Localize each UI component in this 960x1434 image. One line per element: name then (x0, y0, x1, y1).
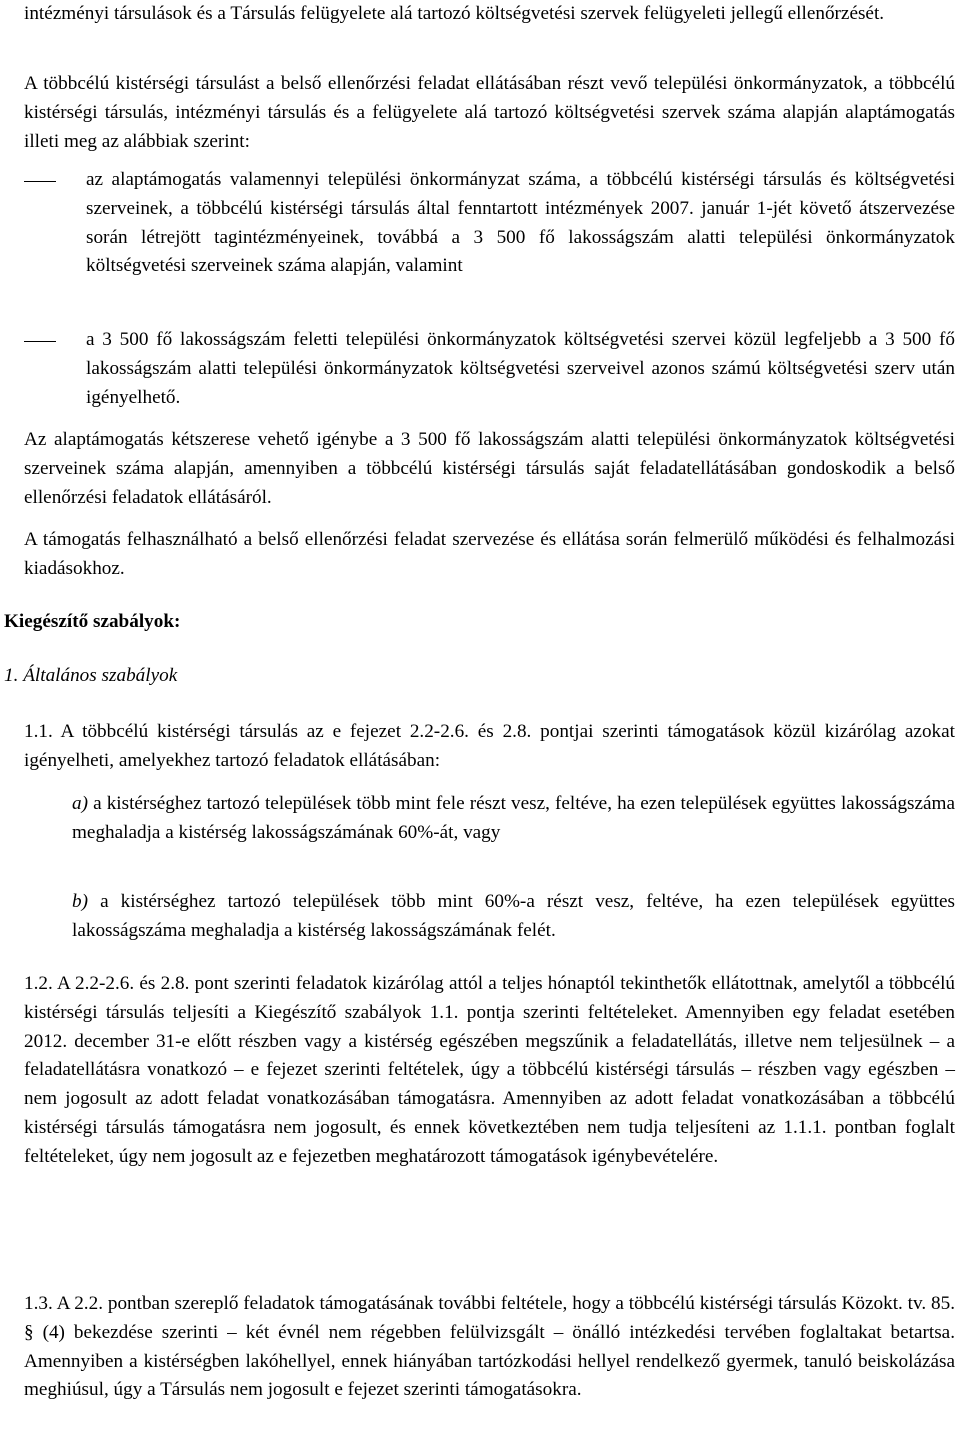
bullet-item-1: az alaptámogatás valamennyi települési önkormányzat száma, a többcélú kistérségi társulás és költségvetési szerveinek, a többcélú kistérségi társulás által fenntartott intézmények 2007. január 1-jét követő átszervezése során létrejött tagintézményeinek, továbbá a 3 500 fő lakosságszám alatti települési önkormányzatok költségvetési szerveinek száma alapján, valamint (86, 169, 955, 277)
item-b-label: b) (72, 891, 88, 912)
heading-supplementary-rules: Kiegészítő szabályok: (4, 611, 181, 632)
item-a-text: a kistérséghez tartozó települések több mint fele részt vesz, feltéve, ha ezen települések együttes lakosságszáma meghaladja a kistérség lakosságszámának 60%-át, vagy (72, 793, 955, 843)
rule-item-a (72, 790, 955, 848)
rule-1-1: 1.1. A többcélú kistérségi társulás az e fejezet 2.2-2.6. és 2.8. pontjai szerinti támogatások közül kizárólag azokat igényelheti, amelyekhez tartozó feladatok ellátásában: (24, 721, 955, 771)
rule-1-2: 1.2. A 2.2-2.6. és 2.8. pont szerinti feladatok kizárólag attól a teljes hónaptól tekinthetők ellátottnak, amelytől a többcélú kistérségi társulás teljesíti a Kiegészítő szabályok 1.1. pontja szerinti feltételeket. Amennyiben egy feladat esetében 2012. december 31-e előtt részben vagy a kistérség egészében megszűnik a feladatellátás, illetve nem teljesülnek – a feladatellátásra vonatkozó – e fejezet szerinti feltételek, úgy a többcélú kistérségi társulás – részben vagy egészben – nem jogosult az adott feladat vonatkozásában támogatásra. Amennyiben az adott feladat vonatkozásában a többcélú kistérségi társulás támogatásra nem jogosult, és ennek következtében nem tudja teljesíteni az 1.1.1. pontban foglalt feltételeket, úgy nem jogosult az e fejezetben meghatározott támogatások igénybevételére. (24, 973, 955, 1167)
paragraph-base-support: A többcélú kistérségi társulást a belső ellenőrzési feladat ellátásában részt vevő települési önkormányzatok, a többcélú kistérségi társulás, intézményi társulás és a felügyelete alá tartozó költségvetési szervek száma alapján alaptámogatás illeti meg az alábbiak szerint: (24, 73, 955, 152)
rule-item-b (72, 888, 955, 946)
paragraph-usage: A támogatás felhasználható a belső ellenőrzési feladat szervezése és ellátása során felmerülő működési és felhalmozási kiadásokhoz. (24, 529, 955, 579)
rule-1-3: 1.3. A 2.2. pontban szereplő feladatok támogatásának további feltétele, hogy a többcélú kistérségi társulás Közokt. tv. 85. § (4) bekezdése szerinti – két évnél nem régebben felülvizsgált – önálló intézkedési tervében foglaltakat betartsa. Amennyiben a kistérségben lakóhellyel, ennek hiányában tartózkodási hellyel rendelkező gyermek, tanuló beiskolázása meghiúsul, úgy a Társulás nem jogosult e fejezet szerinti támogatásokra. (24, 1293, 955, 1401)
item-a-label: a) (72, 793, 88, 814)
item-b-text: a kistérséghez tartozó települések több mint 60%-a részt vesz, feltéve, ha ezen települések együttes lakosságszáma meghaladja a kistérség lakosságszámának felét. (72, 891, 955, 941)
paragraph-double-support: Az alaptámogatás kétszerese vehető igénybe a 3 500 fő lakosságszám alatti települési önkormányzatok költségvetési szerveinek száma alapján, amennyiben a többcélú kistérségi társulás saját feladatellátásában gondoskodik a belső ellenőrzési feladatok ellátásáról. (24, 429, 955, 508)
dash-bullet-marker (24, 326, 56, 355)
bullet-item-2: a 3 500 fő lakosságszám feletti települési önkormányzatok költségvetési szervei közül legfeljebb a 3 500 fő lakosságszám alatti települési önkormányzatok költségvetési szerveivel azonos számú költségvetési szerv után igényelhető. (86, 329, 955, 408)
heading-general-rules: 1. Általános szabályok (4, 665, 178, 686)
dash-bullet-marker (24, 166, 56, 195)
paragraph-intro-continuation: intézményi társulások és a Társulás felügyelete alá tartozó költségvetési szervek felügyeleti jellegű ellenőrzését. (24, 3, 885, 24)
